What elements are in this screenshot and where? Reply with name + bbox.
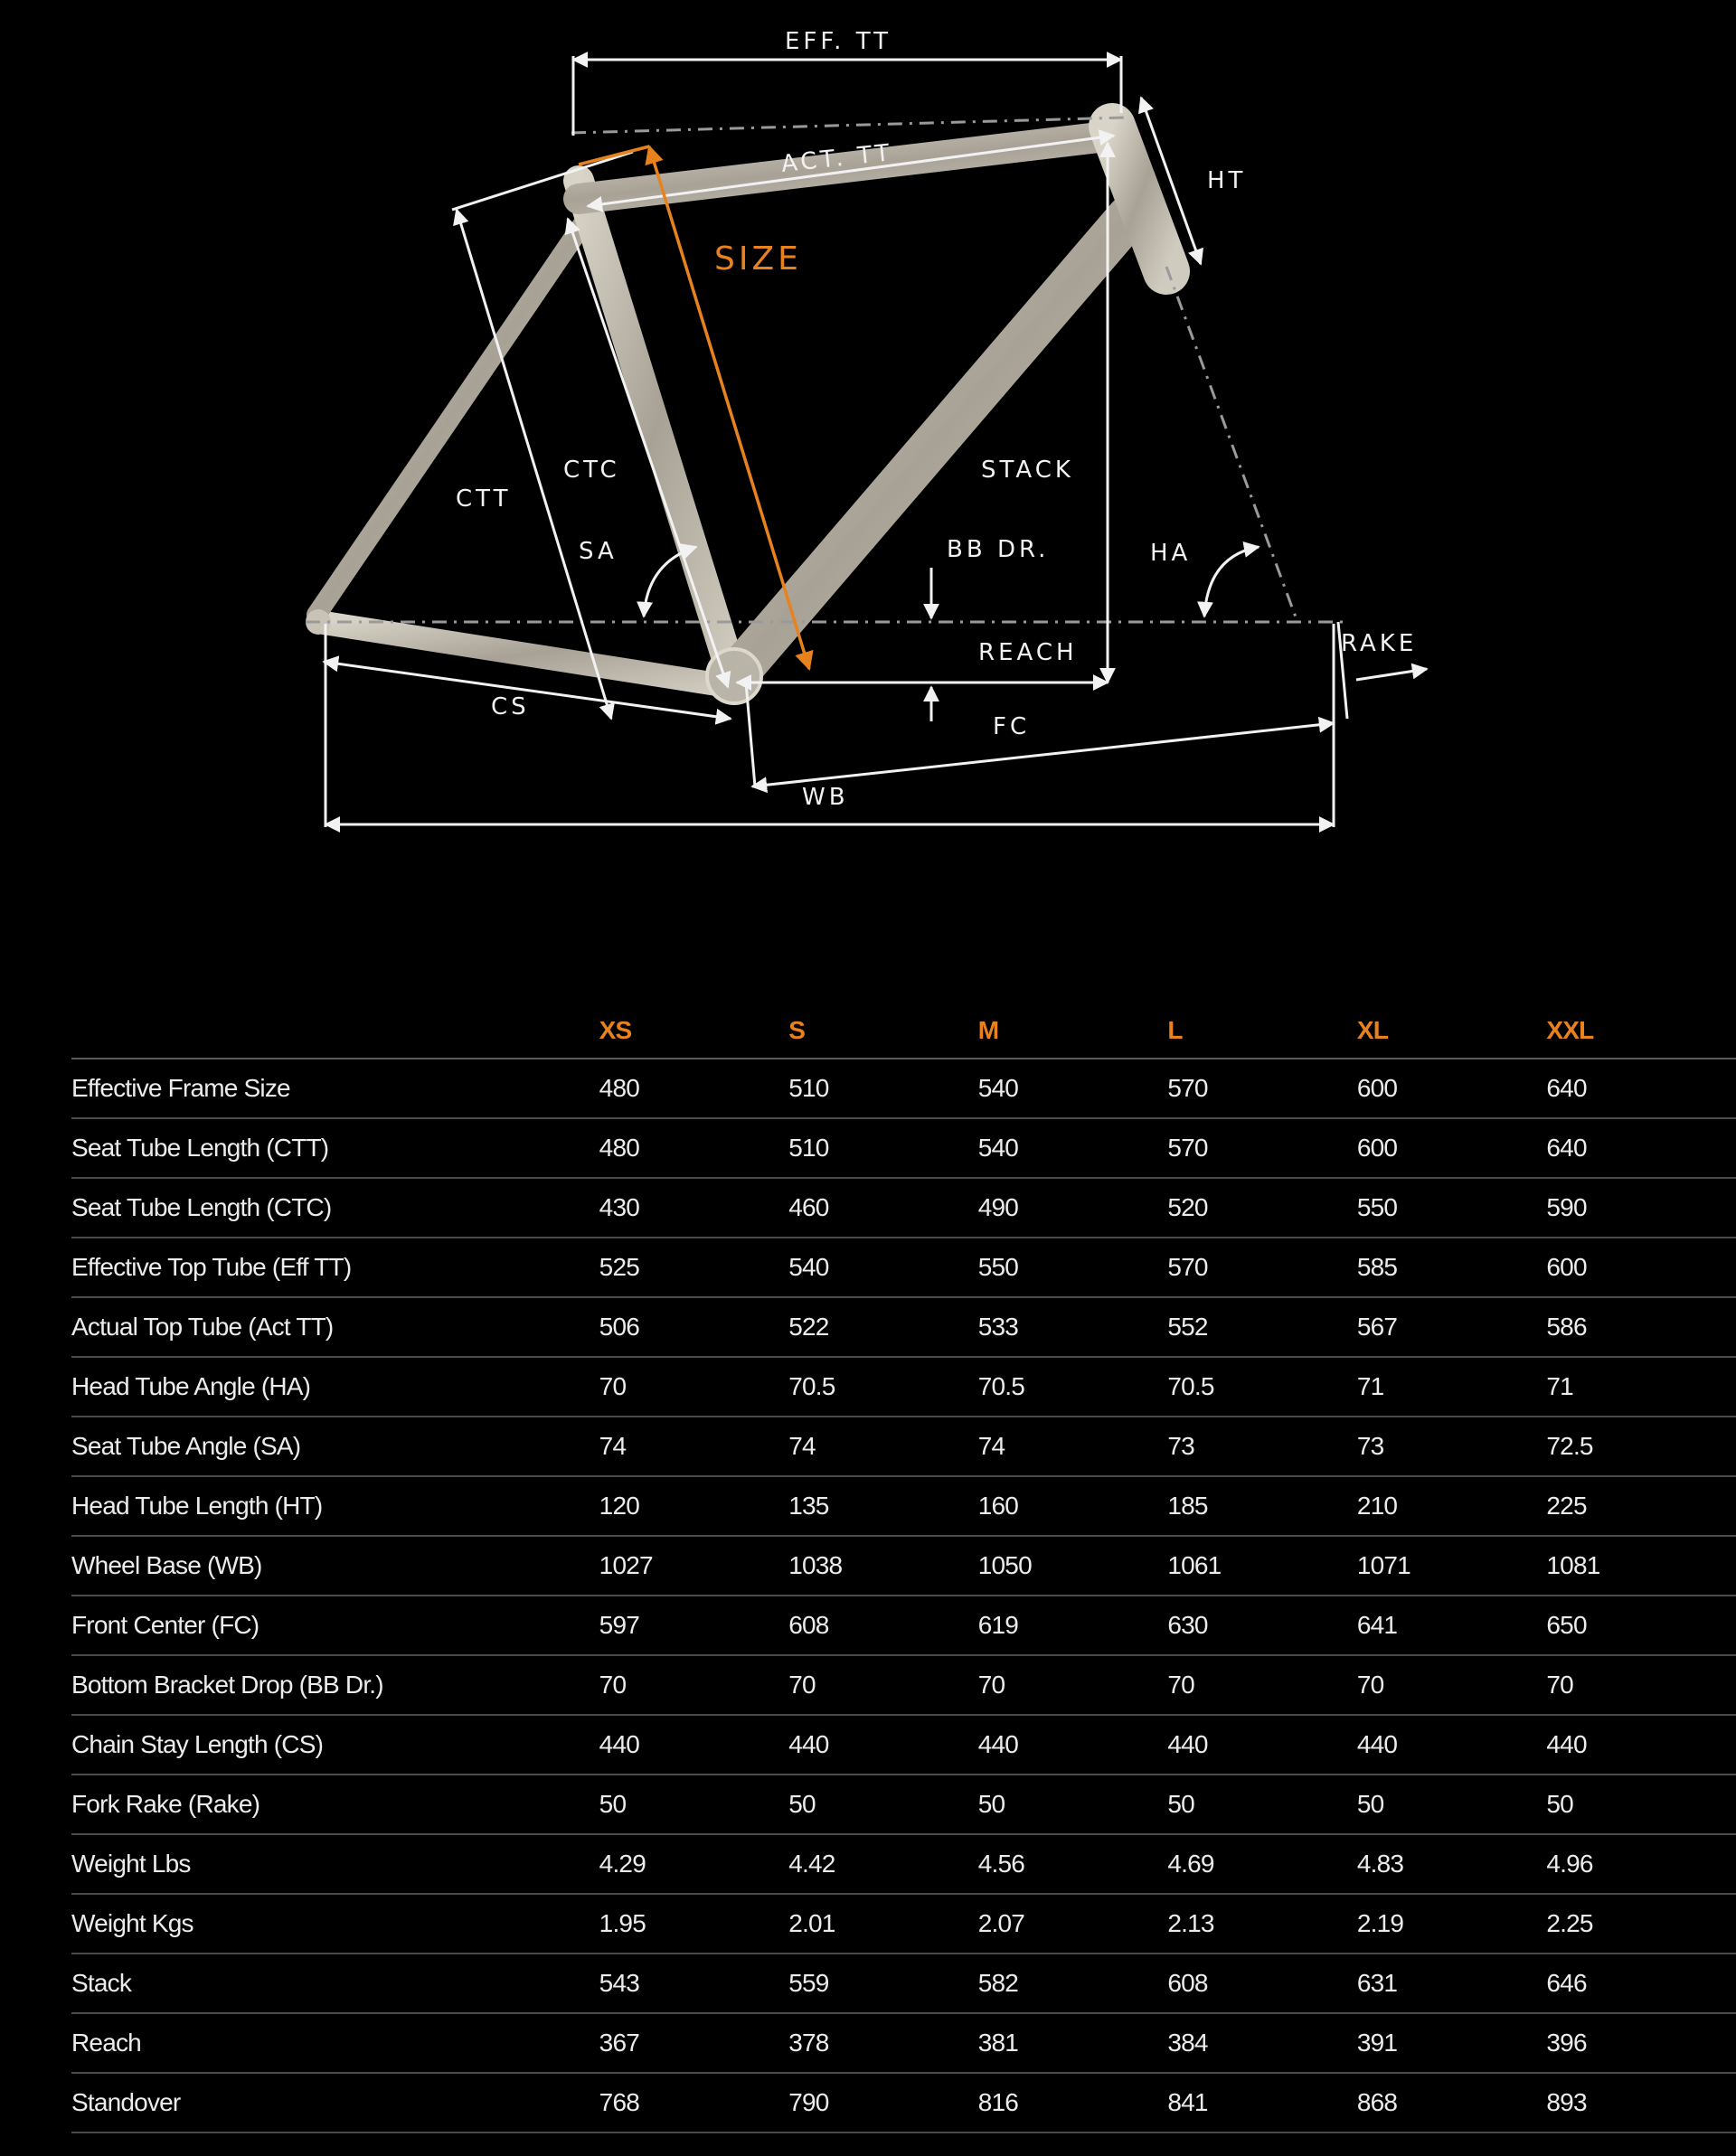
label-bb-dr: BB DR. xyxy=(947,536,1050,563)
table-cell: 490 xyxy=(978,1178,1168,1238)
label-wb: WB xyxy=(802,784,849,811)
row-label: Reach xyxy=(71,2013,599,2073)
label-ha: HA xyxy=(1150,540,1192,567)
table-cell: 4.96 xyxy=(1546,1834,1736,1894)
table-cell: 70.5 xyxy=(788,1357,978,1417)
table-cell: 73 xyxy=(1357,1417,1547,1476)
table-cell: 631 xyxy=(1357,1954,1547,2013)
table-cell: 391 xyxy=(1357,2013,1547,2073)
table-cell: 582 xyxy=(978,1954,1168,2013)
table-cell: 570 xyxy=(1167,1118,1357,1178)
table-cell: 384 xyxy=(1167,2013,1357,2073)
table-cell: 367 xyxy=(599,2013,789,2073)
table-cell: 868 xyxy=(1357,2073,1547,2132)
label-reach: REACH xyxy=(978,639,1078,666)
table-cell: 841 xyxy=(1167,2073,1357,2132)
table-cell: 71 xyxy=(1546,1357,1736,1417)
row-label: Head Tube Length (HT) xyxy=(71,1476,599,1536)
table-cell: 590 xyxy=(1546,1178,1736,1238)
table-cell: 550 xyxy=(978,1238,1168,1297)
row-label: Effective Frame Size xyxy=(71,1059,599,1118)
size-header-row xyxy=(71,1003,1736,1059)
table-cell: 70 xyxy=(599,1357,789,1417)
chainstay xyxy=(318,622,734,687)
table-cell: 567 xyxy=(1357,1297,1547,1357)
table-cell: 135 xyxy=(788,1476,978,1536)
table-cell: 460 xyxy=(788,1178,978,1238)
table-cell: 72.5 xyxy=(1546,1417,1736,1476)
table-row xyxy=(71,1417,1736,1476)
table-cell: 50 xyxy=(1357,1775,1547,1834)
table-cell: 1071 xyxy=(1357,1536,1547,1596)
table-row xyxy=(71,2073,1736,2132)
table-cell: 608 xyxy=(788,1596,978,1655)
table-cell: 1038 xyxy=(788,1536,978,1596)
table-cell: 70 xyxy=(1167,1655,1357,1715)
table-cell: 640 xyxy=(1546,1059,1736,1118)
size-arrow xyxy=(649,146,809,669)
rake-arrow xyxy=(1356,669,1427,680)
table-cell: 74 xyxy=(599,1417,789,1476)
row-label: Seat Tube Length (CTT) xyxy=(71,1118,599,1178)
table-cell: 1027 xyxy=(599,1536,789,1596)
label-ht: HT xyxy=(1207,167,1247,194)
row-label: Bottom Bracket Drop (BB Dr.) xyxy=(71,1655,599,1715)
table-cell: 70 xyxy=(1546,1655,1736,1715)
table-cell: 520 xyxy=(1167,1178,1357,1238)
table-cell: 2.01 xyxy=(788,1894,978,1954)
table-row xyxy=(71,1059,1736,1118)
table-cell: 608 xyxy=(1167,1954,1357,2013)
table-cell: 50 xyxy=(978,1775,1168,1834)
table-cell: 74 xyxy=(978,1417,1168,1476)
table-cell: 650 xyxy=(1546,1596,1736,1655)
ha-angle-arc xyxy=(1204,547,1259,617)
label-size: SIZE xyxy=(714,240,802,278)
label-sa: SA xyxy=(579,538,618,565)
table-cell: 396 xyxy=(1546,2013,1736,2073)
ctc-arrow xyxy=(568,219,728,687)
table-cell: 2.19 xyxy=(1357,1894,1547,1954)
row-label-header xyxy=(71,1003,599,1059)
table-cell: 640 xyxy=(1546,1118,1736,1178)
table-cell: 543 xyxy=(599,1954,789,2013)
table-cell: 4.29 xyxy=(599,1834,789,1894)
table-cell: 768 xyxy=(599,2073,789,2132)
table-cell: 440 xyxy=(978,1715,1168,1775)
table-cell: 570 xyxy=(1167,1059,1357,1118)
table-cell: 4.56 xyxy=(978,1834,1168,1894)
table-cell: 1.95 xyxy=(599,1894,789,1954)
frame-geometry-diagram xyxy=(0,0,1736,868)
table-cell: 522 xyxy=(788,1297,978,1357)
label-rake: RAKE xyxy=(1341,630,1418,657)
table-row xyxy=(71,1655,1736,1715)
table-cell: 225 xyxy=(1546,1476,1736,1536)
table-row xyxy=(71,2013,1736,2073)
table-row xyxy=(71,1238,1736,1297)
table-cell: 600 xyxy=(1546,1238,1736,1297)
size-header-m: M xyxy=(978,1003,1168,1059)
table-cell: 586 xyxy=(1546,1297,1736,1357)
table-cell: 50 xyxy=(599,1775,789,1834)
size-header-s: S xyxy=(788,1003,978,1059)
size-tick xyxy=(579,146,649,165)
table-cell: 540 xyxy=(978,1118,1168,1178)
table-cell: 816 xyxy=(978,2073,1168,2132)
table-cell: 641 xyxy=(1357,1596,1547,1655)
table-cell: 185 xyxy=(1167,1476,1357,1536)
table-cell: 50 xyxy=(1546,1775,1736,1834)
table-cell: 440 xyxy=(1546,1715,1736,1775)
table-cell: 559 xyxy=(788,1954,978,2013)
size-header-xs: XS xyxy=(599,1003,789,1059)
table-cell: 50 xyxy=(1167,1775,1357,1834)
table-cell: 430 xyxy=(599,1178,789,1238)
table-cell: 600 xyxy=(1357,1118,1547,1178)
table-cell: 2.07 xyxy=(978,1894,1168,1954)
table-cell: 597 xyxy=(599,1596,789,1655)
table-cell: 440 xyxy=(1167,1715,1357,1775)
table-cell: 525 xyxy=(599,1238,789,1297)
row-label: Wheel Base (WB) xyxy=(71,1536,599,1596)
table-cell: 440 xyxy=(788,1715,978,1775)
table-cell: 630 xyxy=(1167,1596,1357,1655)
size-header-xxl: XXL xyxy=(1546,1003,1736,1059)
geometry-table-body xyxy=(71,1059,1736,2132)
table-row xyxy=(71,1536,1736,1596)
table-cell: 510 xyxy=(788,1118,978,1178)
table-cell: 74 xyxy=(788,1417,978,1476)
table-cell: 4.69 xyxy=(1167,1834,1357,1894)
row-label: Standover xyxy=(71,2073,599,2132)
table-cell: 70 xyxy=(599,1655,789,1715)
table-row xyxy=(71,1476,1736,1536)
table-cell: 790 xyxy=(788,2073,978,2132)
table-cell: 646 xyxy=(1546,1954,1736,2013)
label-ctt: CTT xyxy=(456,485,512,513)
table-row xyxy=(71,1715,1736,1775)
table-row xyxy=(71,1775,1736,1834)
geometry-table xyxy=(71,1003,1736,2133)
table-cell: 1061 xyxy=(1167,1536,1357,1596)
table-row xyxy=(71,1178,1736,1238)
row-label: Fork Rake (Rake) xyxy=(71,1775,599,1834)
label-eff-tt: EFF. TT xyxy=(785,28,892,55)
row-label: Seat Tube Angle (SA) xyxy=(71,1417,599,1476)
steering-axis-line xyxy=(1166,267,1297,622)
table-cell: 70 xyxy=(978,1655,1168,1715)
bike-frame xyxy=(306,127,1166,703)
table-row xyxy=(71,1954,1736,2013)
row-label: Front Center (FC) xyxy=(71,1596,599,1655)
table-cell: 600 xyxy=(1357,1059,1547,1118)
table-cell: 210 xyxy=(1357,1476,1547,1536)
table-row xyxy=(71,1894,1736,1954)
size-header-l: L xyxy=(1167,1003,1357,1059)
table-cell: 893 xyxy=(1546,2073,1736,2132)
table-row xyxy=(71,1834,1736,1894)
row-label: Stack xyxy=(71,1954,599,2013)
table-cell: 440 xyxy=(1357,1715,1547,1775)
table-cell: 2.25 xyxy=(1546,1894,1736,1954)
table-cell: 552 xyxy=(1167,1297,1357,1357)
label-stack: STACK xyxy=(981,457,1074,484)
row-label: Effective Top Tube (Eff TT) xyxy=(71,1238,599,1297)
row-label: Head Tube Angle (HA) xyxy=(71,1357,599,1417)
seat-tube xyxy=(579,181,732,676)
table-cell: 1081 xyxy=(1546,1536,1736,1596)
fc-arrow xyxy=(752,723,1334,786)
table-cell: 73 xyxy=(1167,1417,1357,1476)
label-fc: FC xyxy=(993,713,1031,740)
table-cell: 540 xyxy=(788,1238,978,1297)
row-label: Seat Tube Length (CTC) xyxy=(71,1178,599,1238)
row-label: Weight Kgs xyxy=(71,1894,599,1954)
label-act-tt: ACT. TT xyxy=(779,139,895,178)
table-cell: 550 xyxy=(1357,1178,1547,1238)
table-cell: 585 xyxy=(1357,1238,1547,1297)
table-cell: 480 xyxy=(599,1059,789,1118)
table-cell: 570 xyxy=(1167,1238,1357,1297)
table-row xyxy=(71,1297,1736,1357)
table-cell: 160 xyxy=(978,1476,1168,1536)
table-cell: 506 xyxy=(599,1297,789,1357)
table-row xyxy=(71,1357,1736,1417)
table-cell: 540 xyxy=(978,1059,1168,1118)
row-label: Actual Top Tube (Act TT) xyxy=(71,1297,599,1357)
table-cell: 120 xyxy=(599,1476,789,1536)
label-ctc: CTC xyxy=(563,457,620,484)
seatstay xyxy=(316,217,588,615)
size-header-xl: XL xyxy=(1357,1003,1547,1059)
table-cell: 533 xyxy=(978,1297,1168,1357)
table-cell: 2.13 xyxy=(1167,1894,1357,1954)
table-row xyxy=(71,1118,1736,1178)
table-cell: 480 xyxy=(599,1118,789,1178)
label-cs: CS xyxy=(491,693,530,720)
table-cell: 378 xyxy=(788,2013,978,2073)
table-cell: 70 xyxy=(1357,1655,1547,1715)
table-cell: 70 xyxy=(788,1655,978,1715)
bottom-bracket xyxy=(707,649,761,703)
table-cell: 440 xyxy=(599,1715,789,1775)
table-cell: 510 xyxy=(788,1059,978,1118)
row-label: Chain Stay Length (CS) xyxy=(71,1715,599,1775)
table-cell: 619 xyxy=(978,1596,1168,1655)
table-cell: 70.5 xyxy=(1167,1357,1357,1417)
table-cell: 4.42 xyxy=(788,1834,978,1894)
table-cell: 1050 xyxy=(978,1536,1168,1596)
table-row xyxy=(71,1596,1736,1655)
table-cell: 71 xyxy=(1357,1357,1547,1417)
table-cell: 50 xyxy=(788,1775,978,1834)
row-label: Weight Lbs xyxy=(71,1834,599,1894)
table-cell: 381 xyxy=(978,2013,1168,2073)
table-cell: 70.5 xyxy=(978,1357,1168,1417)
table-cell: 4.83 xyxy=(1357,1834,1547,1894)
